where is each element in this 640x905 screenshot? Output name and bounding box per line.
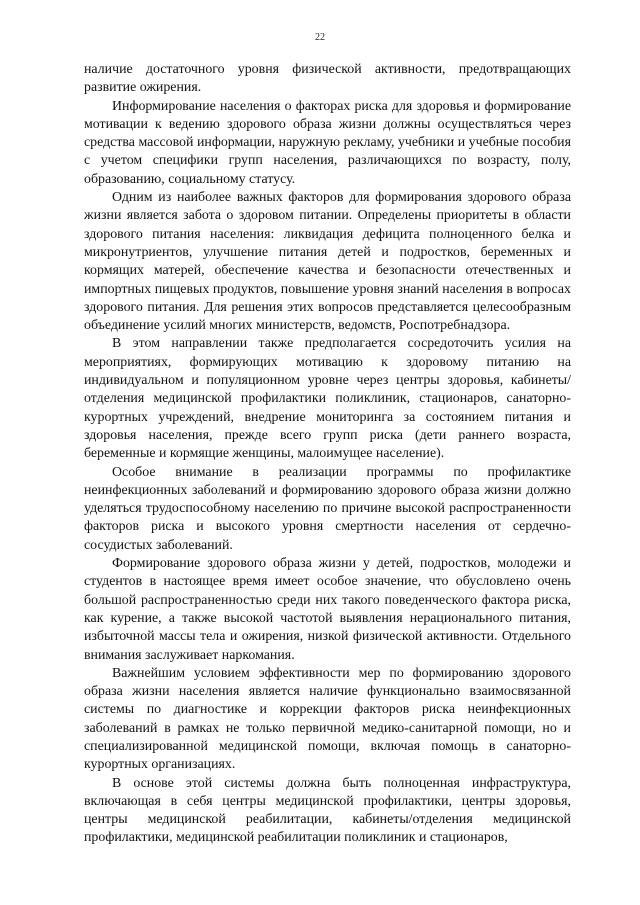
paragraph-5: Особое внимание в реализации программы по профилактике неинфекционных заболеваний и формированию здорового образа жизни должно уделяться трудоспособному населению по причине высокой распространенности факторов риска и высокого уровня смертности населения от сердечно-сосудистых заболеваний. [84, 464, 571, 553]
paragraph-4: В этом направлении также предполагается сосредоточить усилия на мероприятиях, формирующих мотивацию к здоровому питанию на индивидуальном и популяционном уровне через центры здоровья, кабинеты/отделения медицинской профилактики поликлиник, стационаров, санаторно-курортных учреждений, внедрение мониторинга за состоянием питания и здоровья населения, прежде всего групп риска (дети раннего возраста, беременные и кормящие женщины, малоимущее население). [84, 336, 571, 462]
paragraph-2: Информирование населения о факторах риска для здоровья и формирование мотивации к ведению здорового образа жизни должны осуществляться через средства массовой информации, наружную рекламу, учебники и учебные пособия с учетом специфики групп населения, различающихся по возрасту, полу, образованию, социальному статусу. [84, 98, 571, 187]
page-number: 22 [315, 32, 325, 43]
paragraph-1: наличие достаточного уровня физической активности, предотвращающих развитие ожирения. [84, 62, 571, 96]
paragraph-8: В основе этой системы должна быть полноценная инфраструктура, включающая в себя центры медицинской профилактики, центры здоровья, центры медицинской реабилитации, кабинеты/отделения медицинской профилактики, медицинской реабилитации поликлиник и стационаров, [84, 775, 571, 846]
body-text [84, 61, 571, 848]
paragraph-6: Формирование здорового образа жизни у детей, подростков, молодежи и студентов в настоящее время имеет особое значение, что обусловлено очень большой распространенностью среди них такого поведенческого фактора риска, как курение, а также высокой частотой выявления нерационального питания, избыточной массы тела и ожирения, низкой физической активности. Отдельного внимания заслуживает наркомания. [84, 556, 571, 663]
paragraph-7: Важнейшим условием эффективности мер по формированию здорового образа жизни населения является наличие функционально взаимосвязанной системы по диагностике и коррекции факторов риска неинфекционных заболеваний в рамках не только первичной медико-санитарной помощи, но и специализированной медицинской помощи, включая помощь в санаторно-курортных организациях. [84, 665, 571, 773]
paragraph-3: Одним из наиболее важных факторов для формирования здорового образа жизни является забота о здоровом питании. Определены приоритеты в области здорового питания населения: ликвидация дефицита полноценного белка и микронутриентов, улучшение питания детей и подростков, беременных и кормящих матерей, обеспечение качества и безопасности отечественных и импортных пищевых продуктов, повышение уровня знаний населения в вопросах здорового питания. Для решения этих вопросов представляется целесообразным объединение усилий многих министерств, ведомств, Роспотребнадзора. [84, 190, 571, 334]
